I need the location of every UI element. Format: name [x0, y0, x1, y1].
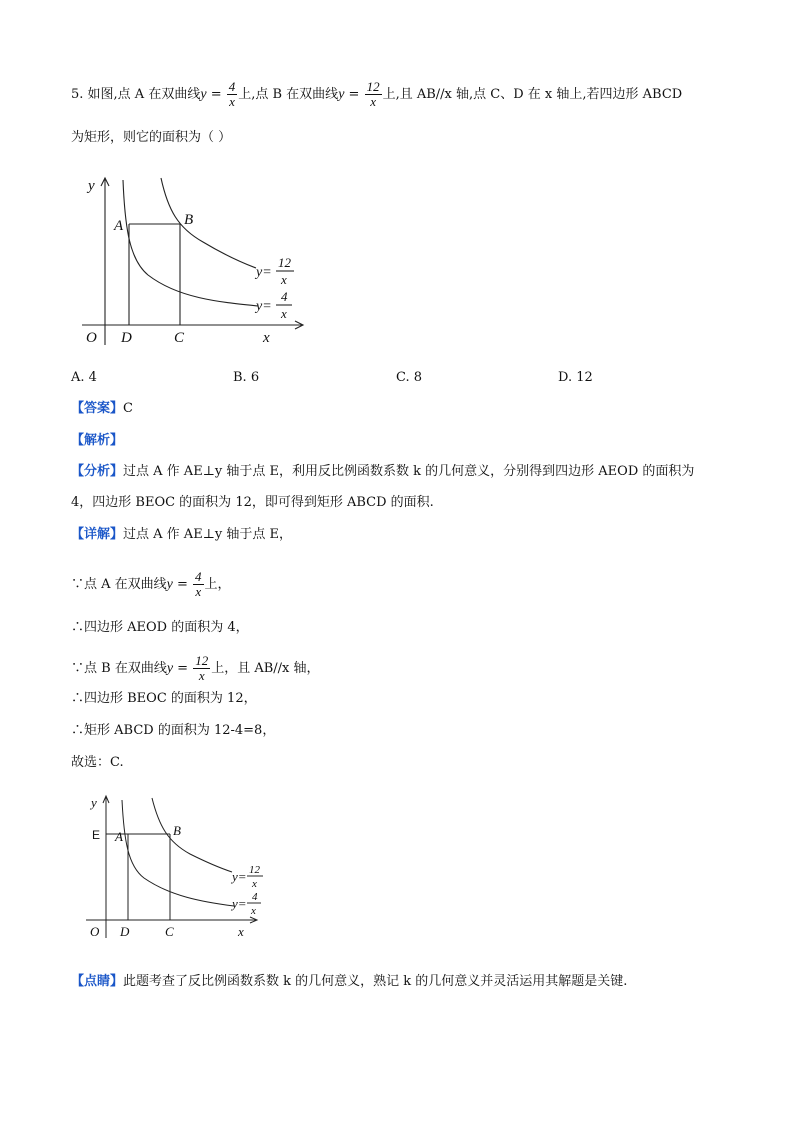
fig2-curve1-label: y=: [232, 869, 247, 884]
option-a: A. 4: [71, 370, 97, 385]
fig2-point-e: E: [92, 828, 101, 842]
analysis-tag: 【解析】: [71, 433, 124, 448]
dianjing-line: [71, 972, 627, 992]
fenxi-line-1: [71, 462, 694, 482]
eq-b-lhs: y: [338, 87, 345, 102]
question-line-2: 为矩形，则它的面积为（ ）: [71, 130, 232, 145]
fig2-curve1-num: 12: [249, 864, 260, 876]
fig1-curve1-num: 12: [278, 255, 291, 270]
fig1-origin: O: [86, 330, 97, 346]
fig2-point-a: A: [115, 829, 123, 844]
fig1-curve2-den: x: [281, 306, 287, 321]
detail-fraction-1: $\frac{4}{x}$: [195, 569, 202, 599]
option-d: D. 12: [558, 370, 593, 385]
fig2-curve-12-over-x: [152, 798, 232, 872]
fig1-point-a: A: [114, 218, 124, 234]
eq-b-fraction: $\frac{12}{x}$: [366, 79, 380, 109]
detail-eq-lhs-1: y: [166, 577, 173, 592]
detail-text-1: 过点 A 作 AE⊥y 轴于点 E，: [123, 527, 293, 542]
fig1-y-label: y: [88, 178, 95, 194]
fig2-curve2-label: y=: [232, 896, 247, 911]
fenxi-tag: 【分析】: [71, 464, 124, 479]
curve-12-over-x: [161, 178, 256, 268]
option-c: C. 8: [396, 370, 423, 385]
fig2-point-b: B: [173, 823, 181, 838]
eq-a-lhs: y: [200, 87, 207, 102]
figure-2: [82, 790, 282, 945]
question-text-2: 上,点 B 在双曲线: [238, 87, 339, 102]
eq-a-fraction: $\frac{4}{x}$: [228, 79, 236, 109]
fig2-curve2-num: 4: [252, 891, 258, 903]
fig2-y-label: y: [91, 795, 97, 810]
dianjing-text: 此题考查了反比例函数系数 k 的几何意义，熟记 k 的几何意义并灵活运用其解题是关键.: [123, 974, 628, 989]
detail-line-1: [71, 525, 292, 545]
fig1-x-label: x: [263, 330, 270, 346]
fig2-x-label: x: [238, 924, 244, 939]
question-number: 5.: [71, 87, 84, 102]
question-text-3: 上,且 AB//x 轴,点 C、D 在 x 轴上,若四边形 ABCD: [382, 87, 683, 102]
question-text-1: 如图,点 A 在双曲线: [87, 87, 201, 102]
fig2-curve2-den: x: [251, 905, 256, 917]
fig2-point-c: C: [165, 924, 174, 939]
option-b: B. 6: [233, 370, 260, 385]
fig2-curve1-den: x: [252, 878, 257, 890]
fenxi-line-2: 4，四边形 BEOC 的面积为 12，即可得到矩形 ABCD 的面积.: [71, 495, 434, 510]
fig1-point-b: B: [184, 212, 194, 228]
detail-line-7: 故选：C.: [71, 755, 124, 770]
detail-line-5: ∴四边形 BEOC 的面积为 12，: [71, 691, 257, 706]
question-line-1: 5. 如图,点 A 在双曲线y = $\frac{4}{x}$ 上,点 B 在双曲线y = $\frac{12}{x}$ 上,且 AB//x 轴,点 C、D 在 x 轴上,若四边形 ABCD: [71, 79, 683, 109]
fig2-curve-4-over-x: [122, 800, 234, 906]
fig1-point-d: D: [121, 330, 132, 346]
detail-tag: 【详解】: [71, 527, 124, 542]
answer-value: C: [123, 401, 133, 416]
dianjing-tag: 【点睛】: [71, 974, 124, 989]
detail-line-4: ∵点 B 在双曲线y = $\frac{12}{x}$ 上，且 AB//x 轴，: [71, 653, 320, 683]
figure-1: [78, 170, 308, 350]
fig2-point-d: D: [120, 924, 130, 939]
detail-text-2a: ∵点 A 在双曲线: [71, 577, 167, 592]
fig1-curve2-num: 4: [281, 289, 288, 304]
fig1-point-c: C: [174, 330, 185, 346]
fig1-curve1-den: x: [281, 272, 287, 287]
detail-line-3: ∴四边形 AEOD 的面积为 4，: [71, 620, 249, 635]
answer-tag: 【答案】: [71, 401, 124, 416]
detail-text-4b: 上，且 AB//x 轴，: [211, 661, 320, 676]
fig1-curve1-label: y=: [256, 265, 272, 280]
detail-line-2: ∵点 A 在双曲线y = $\frac{4}{x}$ 上，: [71, 569, 231, 599]
fig2-origin: O: [90, 924, 100, 939]
detail-fraction-2: $\frac{12}{x}$: [195, 653, 209, 683]
answer-line: [71, 399, 133, 419]
detail-text-4a: ∵点 B 在双曲线: [71, 661, 167, 676]
fenxi-text-1: 过点 A 作 AE⊥y 轴于点 E，利用反比例函数系数 k 的几何意义，分别得到四边形 AEOD 的面积为: [123, 464, 695, 479]
curve-4-over-x: [123, 180, 258, 306]
analysis-heading: [71, 431, 123, 451]
detail-eq-lhs-2: y: [166, 661, 174, 676]
detail-text-2b: 上，: [204, 577, 231, 592]
detail-line-6: ∴矩形 ABCD 的面积为 12-4=8，: [71, 723, 276, 738]
fig1-curve2-label: y=: [256, 299, 272, 314]
